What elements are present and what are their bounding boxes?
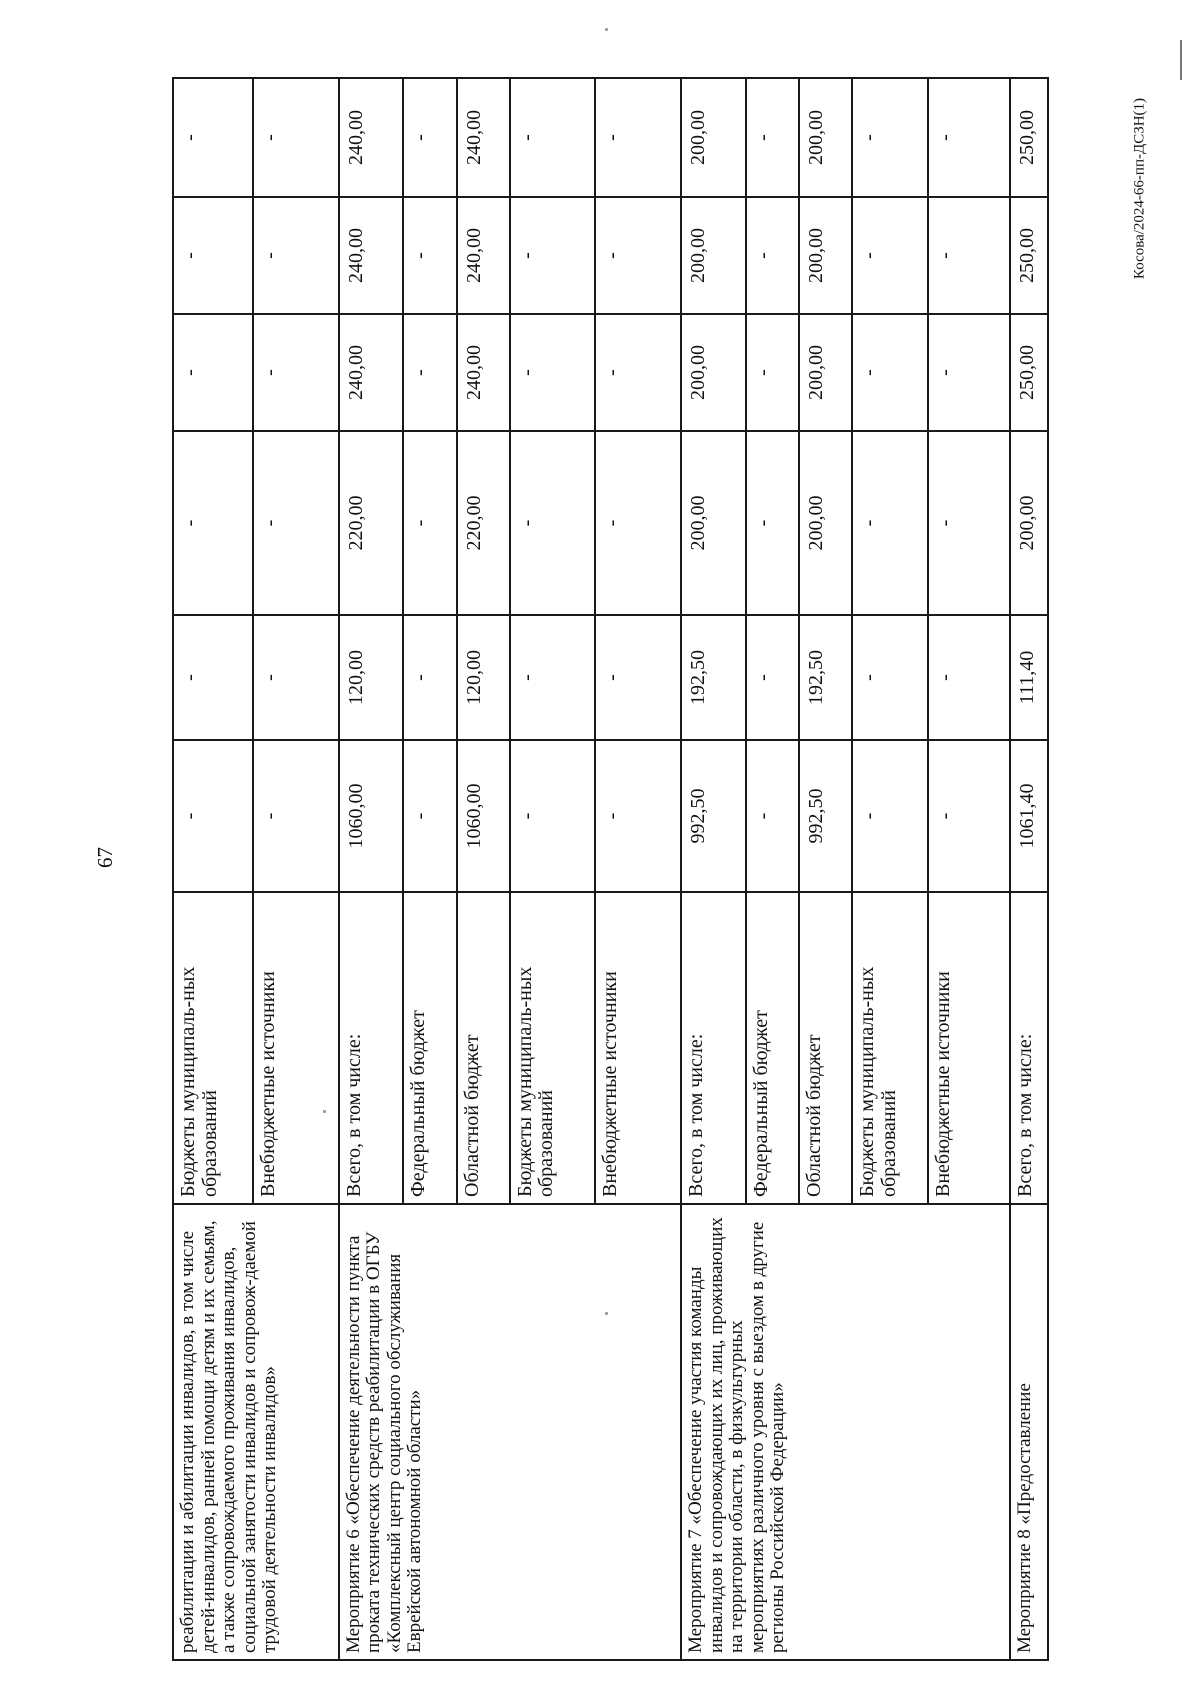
- amount-cell: 240,00: [457, 197, 510, 314]
- amount-cell: -: [595, 615, 681, 740]
- amount-cell: -: [403, 197, 456, 314]
- amount-cell: -: [595, 740, 681, 892]
- funding-source: Бюджеты муниципаль-ных образований: [173, 892, 253, 1204]
- amount-cell: -: [173, 78, 253, 197]
- funding-source: Внебюджетные источники: [253, 892, 339, 1204]
- amount-cell: -: [403, 431, 456, 615]
- amount-cell: -: [510, 615, 596, 740]
- amount-cell: 192,50: [681, 615, 745, 740]
- amount-cell: -: [595, 78, 681, 197]
- amount-cell: -: [852, 431, 928, 615]
- funding-source: Федеральный бюджет: [403, 892, 456, 1204]
- table-row: [1010, 78, 1048, 1660]
- funding-source: Федеральный бюджет: [746, 892, 799, 1204]
- amount-cell: 200,00: [681, 197, 745, 314]
- amount-cell: -: [510, 740, 596, 892]
- funding-source: Областной бюджет: [457, 892, 510, 1204]
- amount-cell: -: [928, 314, 1010, 431]
- amount-cell: 200,00: [681, 431, 745, 615]
- amount-cell: -: [173, 197, 253, 314]
- amount-cell: -: [928, 615, 1010, 740]
- amount-cell: 200,00: [1010, 431, 1048, 615]
- measure-description: Мероприятие 7 «Обеспечение участия команды инвалидов и сопровождающих их лиц, проживающих на территории области, в физкультурных мероприятиях различного уровня с выездом в другие регионы Российской Федерации»: [681, 1204, 1010, 1660]
- document-code: Косова/2024-66-пп-ДСЗН(1): [1131, 97, 1148, 280]
- amount-cell: 220,00: [457, 431, 510, 615]
- amount-cell: -: [595, 197, 681, 314]
- amount-cell: -: [746, 615, 799, 740]
- amount-cell: -: [595, 431, 681, 615]
- amount-cell: -: [173, 314, 253, 431]
- amount-cell: 250,00: [1010, 78, 1048, 197]
- table-body: [173, 78, 1048, 1660]
- funding-source: Бюджеты муниципаль-ных образований: [852, 892, 928, 1204]
- amount-cell: -: [510, 197, 596, 314]
- table-row: [339, 78, 403, 1660]
- scan-edge-mark: [1180, 40, 1182, 80]
- amount-cell: 200,00: [681, 314, 745, 431]
- amount-cell: 1060,00: [457, 740, 510, 892]
- amount-cell: 120,00: [457, 615, 510, 740]
- amount-cell: -: [852, 197, 928, 314]
- rotated-table-wrapper: [172, 79, 1049, 1661]
- amount-cell: 992,50: [681, 740, 745, 892]
- amount-cell: -: [253, 314, 339, 431]
- funding-source: Внебюджетные источники: [595, 892, 681, 1204]
- scan-artifact: [605, 28, 608, 31]
- amount-cell: -: [173, 431, 253, 615]
- amount-cell: 111,40: [1010, 615, 1048, 740]
- amount-cell: 240,00: [339, 314, 403, 431]
- amount-cell: -: [928, 197, 1010, 314]
- amount-cell: 250,00: [1010, 197, 1048, 314]
- amount-cell: -: [510, 431, 596, 615]
- amount-cell: -: [253, 615, 339, 740]
- amount-cell: 200,00: [799, 431, 852, 615]
- amount-cell: -: [852, 314, 928, 431]
- amount-cell: -: [403, 740, 456, 892]
- amount-cell: -: [595, 314, 681, 431]
- amount-cell: -: [253, 197, 339, 314]
- amount-cell: 240,00: [339, 197, 403, 314]
- amount-cell: 200,00: [799, 78, 852, 197]
- amount-cell: -: [746, 78, 799, 197]
- amount-cell: 240,00: [457, 78, 510, 197]
- measure-description: Мероприятие 8 «Предоставление: [1010, 1204, 1048, 1660]
- amount-cell: 1060,00: [339, 740, 403, 892]
- amount-cell: 992,50: [799, 740, 852, 892]
- amount-cell: -: [253, 78, 339, 197]
- measure-description: реабилитации и абилитации инвалидов, в том числе детей-инвалидов, ранней помощи детям и их семьям, а также сопровождаемого проживания инвалидов, социальной занятости инвалидов и сопровож-даемой трудовой деятельности инвалидов»: [173, 1204, 339, 1660]
- amount-cell: -: [746, 314, 799, 431]
- table-row: [173, 78, 253, 1660]
- measure-description: Мероприятие 6 «Обеспечение деятельности пункта проката технических средств реабилитации в ОГБУ «Комплексный центр социального обслуживания Еврейской автономной области»: [339, 1204, 681, 1660]
- amount-cell: -: [852, 740, 928, 892]
- funding-source: Всего, в том числе:: [339, 892, 403, 1204]
- amount-cell: 200,00: [681, 78, 745, 197]
- amount-cell: -: [253, 431, 339, 615]
- funding-source: Областной бюджет: [799, 892, 852, 1204]
- amount-cell: -: [510, 78, 596, 197]
- amount-cell: 1061,40: [1010, 740, 1048, 892]
- funding-source: Бюджеты муниципаль-ных образований: [510, 892, 596, 1204]
- amount-cell: -: [510, 314, 596, 431]
- amount-cell: -: [173, 740, 253, 892]
- amount-cell: -: [403, 78, 456, 197]
- page-number: 67: [93, 847, 117, 868]
- amount-cell: 200,00: [799, 197, 852, 314]
- funding-source: Всего, в том числе:: [1010, 892, 1048, 1204]
- amount-cell: 192,50: [799, 615, 852, 740]
- amount-cell: -: [928, 431, 1010, 615]
- funding-source: Внебюджетные источники: [928, 892, 1010, 1204]
- amount-cell: 120,00: [339, 615, 403, 740]
- amount-cell: -: [746, 431, 799, 615]
- amount-cell: -: [852, 78, 928, 197]
- amount-cell: -: [928, 78, 1010, 197]
- amount-cell: 250,00: [1010, 314, 1048, 431]
- amount-cell: 200,00: [799, 314, 852, 431]
- amount-cell: -: [746, 740, 799, 892]
- amount-cell: 240,00: [339, 78, 403, 197]
- table-row: [681, 78, 745, 1660]
- amount-cell: 240,00: [457, 314, 510, 431]
- budget-table: [172, 77, 1049, 1661]
- amount-cell: -: [746, 197, 799, 314]
- amount-cell: 220,00: [339, 431, 403, 615]
- amount-cell: -: [173, 615, 253, 740]
- funding-source: Всего, в том числе:: [681, 892, 745, 1204]
- amount-cell: -: [403, 314, 456, 431]
- amount-cell: -: [253, 740, 339, 892]
- amount-cell: -: [852, 615, 928, 740]
- amount-cell: -: [928, 740, 1010, 892]
- amount-cell: -: [403, 615, 456, 740]
